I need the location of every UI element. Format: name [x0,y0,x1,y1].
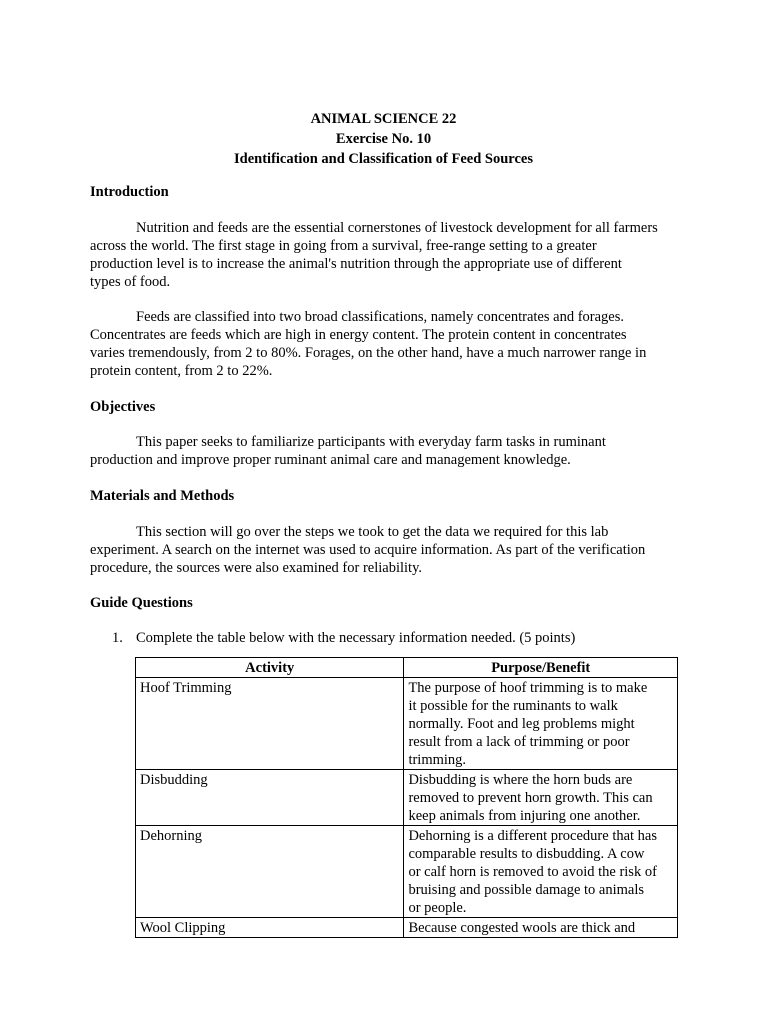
table-row [136,770,678,826]
activity-cell: Wool Clipping [136,918,404,938]
benefit-cell [404,678,678,770]
text-line: Feeds are classified into two broad classifications, namely concentrates and forages. [136,309,624,325]
text-line: or calf horn is removed to avoid the risk of [408,864,657,880]
text-line: normally. Foot and leg problems might [408,716,635,732]
introduction-paragraph-2 [90,308,677,380]
text-line: Because congested wools are thick and [408,920,636,936]
table-row [136,918,678,938]
benefit-cell [404,918,678,938]
text-line: varies tremendously, from 2 to 80%. Forages, on the other hand, have a much narrower range in [90,345,647,361]
activity-cell: Disbudding [136,770,404,826]
text-line: Disbudding is where the horn buds are [408,772,633,788]
text-line: types of food. [90,274,171,290]
guide-questions-heading: Guide Questions [90,595,193,611]
exercise-number: Exercise No. 10 [335,131,432,147]
introduction-heading: Introduction [90,184,169,200]
methods-paragraph [90,523,677,577]
text-line: bruising and possible damage to animals [408,882,645,898]
text-line: protein content, from 2 to 22%. [90,363,273,379]
activity-table [135,657,678,938]
question-text: Complete the table below with the necessary information needed. (5 points) [136,630,576,646]
text-line: procedure, the sources were also examined for reliability. [90,560,423,576]
exercise-title: Identification and Classification of Feed Sources [234,151,533,167]
column-header-activity: Activity [136,658,404,678]
objectives-paragraph [90,433,677,469]
objectives-heading: Objectives [90,399,156,415]
text-line: result from a lack of trimming or poor [408,734,630,750]
text-line: production level is to increase the animal's nutrition through the appropriate use of different [90,256,622,272]
benefit-cell [404,770,678,826]
materials-methods-heading: Materials and Methods [90,488,235,504]
question-1 [112,629,677,647]
activity-cell: Dehorning [136,826,404,918]
introduction-paragraph-1 [90,219,677,291]
text-line: This paper seeks to familiarize participants with everyday farm tasks in ruminant [136,434,606,450]
benefit-cell [404,826,678,918]
activity-cell: Hoof Trimming [136,678,404,770]
question-number: 1. [112,630,123,646]
table-header-row [136,658,678,678]
text-line: trimming. [408,752,467,768]
text-line: Concentrates are feeds which are high in energy content. The protein content in concentrates [90,327,627,343]
text-line: Dehorning is a different procedure that has [408,828,658,844]
title-block [90,109,677,169]
text-line: removed to prevent horn growth. This can [408,790,653,806]
course-title: ANIMAL SCIENCE 22 [310,111,457,127]
text-line: production and improve proper ruminant animal care and management knowledge. [90,452,571,468]
table-row [136,826,678,918]
text-line: across the world. The first stage in going from a survival, free-range setting to a greater [90,238,597,254]
text-line: or people. [408,900,467,916]
text-line: it possible for the ruminants to walk [408,698,618,714]
text-line: Nutrition and feeds are the essential cornerstones of livestock development for all farmers [136,220,658,236]
text-line: keep animals from injuring one another. [408,808,641,824]
text-line: This section will go over the steps we took to get the data we required for this lab [136,524,609,540]
text-line: The purpose of hoof trimming is to make [408,680,648,696]
column-header-purpose: Purpose/Benefit [404,658,678,678]
table-row [136,678,678,770]
text-line: experiment. A search on the internet was used to acquire information. As part of the verification [90,542,646,558]
text-line: comparable results to disbudding. A cow [408,846,645,862]
